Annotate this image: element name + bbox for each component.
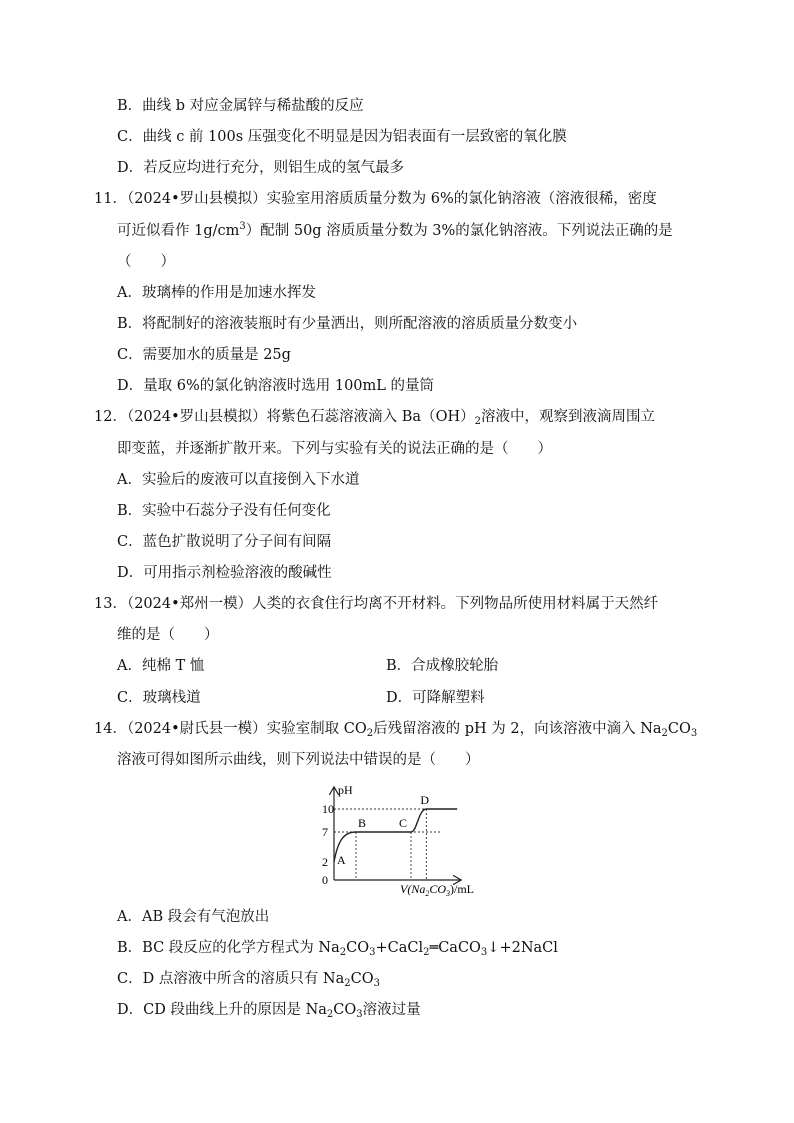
q11-stem-line2: 可近似看作 $1g/cm^3$）配制 50g 溶质质量分数为 3%的氯化钠溶液。下列说法正确的是 [117,221,673,239]
q14-option-a: A．AB 段会有气泡放出 [117,909,270,925]
q12-option-c: C．蓝色扩散说明了分子间有间隔 [117,534,332,550]
ph-curve [334,809,457,862]
q13-option-c: C．玻璃栈道 [117,690,201,706]
q14-option-b: B．BC 段反应的化学方程式为 $Na_2CO_3+CaCl_2═CaCO_3↓+2NaCl$ [117,940,558,958]
q13-stem-line2: 维的是（ ） [117,627,219,643]
point-label-d: D [420,793,430,807]
q10-option-b: B．曲线 b 对应金属锌与稀盐酸的反应 [117,98,364,114]
q12-option-a: A．实验后的废液可以直接倒入下水道 [117,472,360,488]
q13-stem-line1: 13．（2024•郑州一模）人类的衣食住行均离不开材料。下列物品所使用材料属于天然纤 [94,596,659,612]
q10-option-d: D．若反应均进行充分，则铝生成的氢气最多 [117,160,405,176]
y-tick-label: 7 [322,825,328,839]
q11-stem-line1: 11．（2024•罗山县模拟）实验室用溶质质量分数为 6%的氯化钠溶液（溶液很稀，密度 [94,191,657,207]
y-axis-label: pH [338,783,353,797]
point-label-a: A [337,853,346,867]
q12-option-d: D．可用指示剂检验溶液的酸碱性 [117,565,332,581]
point-label-c: C [399,816,408,830]
q13-option-a: A．纯棉 T 恤 [117,658,205,674]
q13-option-d: D．可降解塑料 [386,690,485,706]
q14-option-d: D．CD 段曲线上升的原因是 $Na_2CO_3$溶液过量 [117,1002,421,1020]
q11-option-d: D．量取 6%的氯化钠溶液时选用 100mL 的量筒 [117,378,435,394]
x-axis-label: $V(Na_2CO_3)/mL$ [400,882,475,898]
ph-curve-chart [300,780,510,898]
q12-stem-line2: 即变蓝，并逐渐扩散开来。下列与实验有关的说法正确的是（ ） [117,441,552,457]
q11-answer-blank: （ ） [117,254,175,270]
y-tick-label: 10 [322,802,334,816]
q12-option-b: B．实验中石蕊分子没有任何变化 [117,503,331,519]
y-tick-label: 0 [322,873,328,887]
q12-stem-line1: 12．（2024•罗山县模拟）将紫色石蕊溶液滴入 $Ba(OH)_2$溶液中，观察到液滴周围立 [94,409,655,427]
q13-option-b: B．合成橡胶轮胎 [386,658,499,674]
q14-stem-line2: 溶液可得如图所示曲线，则下列说法中错误的是（ ） [117,752,480,768]
y-tick-label: 2 [322,855,328,869]
point-label-b: B [358,816,367,830]
q11-option-c: C．需要加水的质量是 25g [117,347,291,363]
q14-stem-line1: 14．（2024•尉氏县一模）实验室制取 $CO_2$后残留溶液的 pH 为 2，向该溶液中滴入 $Na_2CO_3$ [94,721,698,739]
q11-option-b: B．将配制好的溶液装瓶时有少量洒出，则所配溶液的溶质质量分数变小 [117,316,578,332]
q14-option-c: C．D 点溶液中所含的溶质只有 $Na_2CO_3$ [117,971,381,989]
q10-option-c: C．曲线 c 前 100s 压强变化不明显是因为铝表面有一层致密的氧化膜 [117,129,567,145]
q11-option-a: A．玻璃棒的作用是加速水挥发 [117,285,316,301]
